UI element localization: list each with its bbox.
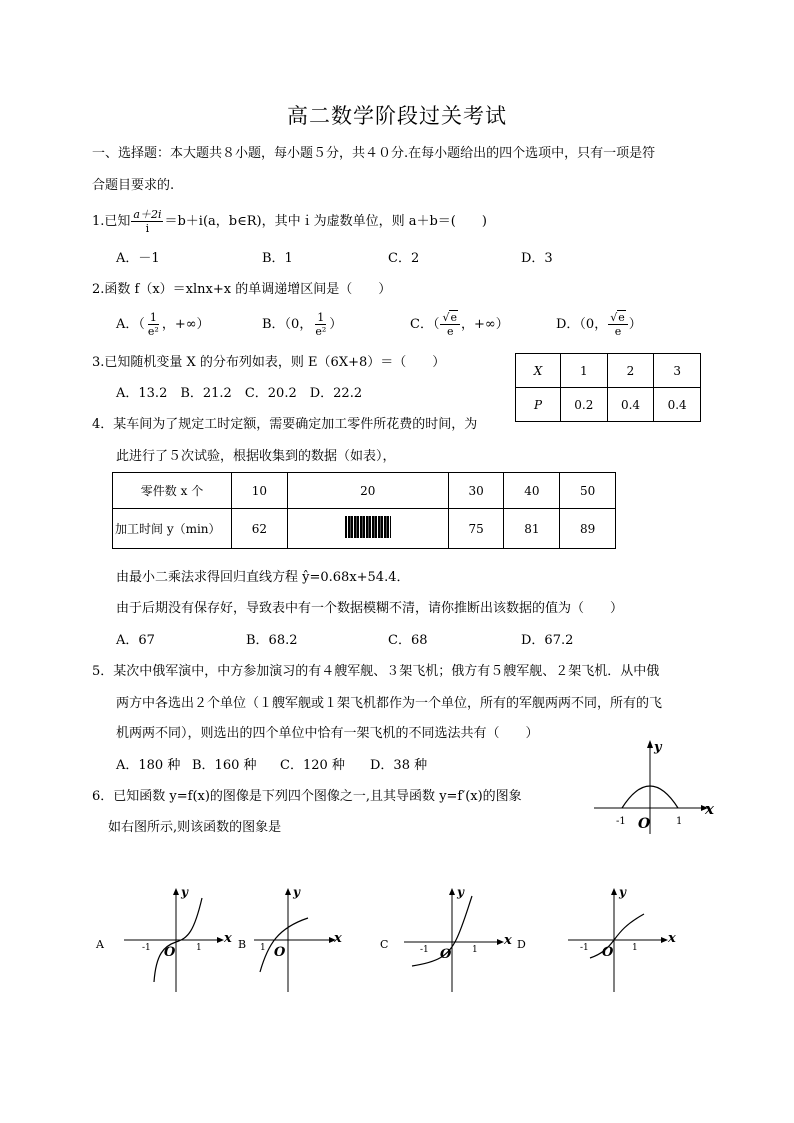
page-title: 高二数学阶段过关考试 [287, 104, 507, 128]
q2-option-b: B．（0， $\frac{1}{\text{e²}}$ ） [262, 311, 343, 338]
blurred-cell [287, 509, 448, 549]
q4-regression-line: 由最小二乘法求得回归直线方程 ŷ=0.68x+54.4． [116, 570, 410, 585]
svg-text:O: O [602, 945, 614, 960]
graph-label-c: C [380, 938, 389, 951]
graph-label-b: B [238, 938, 247, 951]
table-cell: 0.2 [561, 388, 608, 422]
svg-text:x: x [224, 931, 232, 946]
svg-text:-1: -1 [580, 943, 589, 953]
graph-label-a: A [96, 938, 104, 951]
smudged-value-image [345, 516, 391, 538]
table-cell: 20 [287, 473, 448, 509]
svg-text:1: 1 [472, 945, 478, 955]
x-axis-label: x [705, 800, 714, 818]
svg-text:x: x [334, 931, 342, 946]
q4-option-a: A．67 [116, 633, 155, 648]
q1-option-d: D．3 [521, 251, 553, 266]
tick-label: 1 [676, 816, 683, 827]
origin-label: O [638, 816, 651, 832]
option-d-graph [562, 884, 678, 996]
table-cell: 加工时间 y（min） [113, 509, 232, 549]
q1-option-b: B．1 [262, 251, 293, 266]
table-cell: 81 [504, 509, 560, 549]
table-cell: 62 [232, 509, 288, 549]
svg-text:y: y [181, 885, 188, 899]
svg-text:x: x [504, 933, 512, 948]
table-cell: 75 [448, 509, 504, 549]
option-a-graph [118, 884, 234, 996]
table-cell: 0.4 [607, 388, 654, 422]
table-cell: 89 [560, 509, 616, 549]
q5-option-a: A．180 种 [116, 758, 181, 773]
table-cell: 50 [560, 473, 616, 509]
svg-text:O: O [274, 945, 286, 960]
q5-option-b: B．160 种 [192, 758, 257, 773]
svg-text:y: y [293, 885, 300, 899]
derivative-graph [590, 736, 720, 836]
question-5-line1: 5．某次中俄军演中，中方参加演习的有４艘军舰、３架飞机；俄方有５艘军舰、２架飞机．从中俄 [92, 664, 660, 679]
svg-text:-1: -1 [142, 943, 151, 953]
table-cell: 1 [561, 354, 608, 388]
svg-text:1: 1 [260, 943, 266, 953]
table-cell: 40 [504, 473, 560, 509]
q4-option-d: D．67.2 [521, 633, 574, 648]
q2-option-d: D．（0， $\frac{√e}{e}$ ） [556, 311, 642, 338]
q4-option-c: C．68 [388, 633, 428, 648]
q3-distribution-table [515, 353, 701, 422]
q5-option-c: C．120 种 [280, 758, 345, 773]
table-cell: 2 [607, 354, 654, 388]
option-b-graph [248, 884, 348, 996]
svg-text:O: O [164, 945, 176, 960]
q1-option-c: C．2 [388, 251, 420, 266]
q2-option-a: A．（ $\frac{1}{\text{e²}}$ ，+∞） [116, 311, 210, 338]
y-axis-label: y [654, 740, 662, 755]
question-1-stem: 1.已知 $\frac{a+2i}{i}$ ＝b＋i(a，b∈R)，其中ｉ为虚数单位，则 a＋b＝( ) [92, 208, 487, 235]
graph-label-d: D [517, 938, 526, 951]
table-cell: 10 [232, 473, 288, 509]
svg-text:y: y [619, 885, 626, 899]
svg-text:y: y [457, 885, 464, 899]
table-cell: 3 [654, 354, 701, 388]
svg-text:1: 1 [632, 943, 638, 953]
question-5-line2: 两方中各选出２个单位（１艘军舰或１架飞机都作为一个单位，所有的军舰两两不同，所有的飞 [116, 696, 663, 711]
question-4-line3: 由于后期没有保存好，导致表中有一个数据模糊不清，请你推断出该数据的值为（ ） [116, 601, 624, 616]
q5-option-d: D．38 种 [370, 758, 428, 773]
table-cell: 30 [448, 473, 504, 509]
question-4-line1: 4．某车间为了规定工时定额，需要确定加工零件所花费的时间，为 [92, 417, 478, 432]
question-4-line2: 此进行了５次试验，根据收集到的数据（如表）， [116, 449, 396, 464]
q4-data-table [112, 472, 616, 549]
question-6-line2: 如右图所示,则该函数的图象是 [108, 820, 282, 835]
question-6-line1: 6．已知函数 y=f(x)的图像是下列四个图像之一,且其导函数 y=f′(x)的图象 [92, 789, 522, 804]
option-c-graph [398, 884, 514, 996]
q2-option-c: C．（ $\frac{√e}{e}$ ，+∞） [410, 311, 509, 338]
section-instructions-line1: 一、选择题：本大题共８小题，每小题５分，共４０分.在每小题给出的四个选项中，只有一项是符 [92, 146, 656, 161]
table-cell: 0.4 [654, 388, 701, 422]
section-instructions-line2: 合题目要求的. [92, 178, 175, 193]
svg-text:1: 1 [196, 943, 202, 953]
tick-label: -1 [616, 816, 626, 827]
q1-option-a: A．－1 [116, 251, 160, 266]
svg-text:-1: -1 [420, 945, 429, 955]
question-2-stem: 2.函数 f（x）＝xlnx+x 的单调递增区间是（ ） [92, 282, 392, 297]
question-3-stem: 3.已知随机变量 X 的分布列如表，则 E（6X+8）＝（ ） [92, 355, 446, 370]
svg-text:O: O [440, 947, 452, 962]
q4-option-b: B．68.2 [246, 633, 298, 648]
svg-text:x: x [668, 931, 676, 946]
q3-options: A．13.2 B．21.2 C．20.2 D．22.2 [116, 386, 363, 401]
table-cell: X [516, 354, 561, 388]
table-cell: 零件数 x 个 [113, 473, 232, 509]
question-5-line3: 机两两不同），则选出的四个单位中恰有一架飞机的不同选法共有（ ） [116, 726, 539, 741]
table-cell: P [516, 388, 561, 422]
q1-fraction: $\frac{a+2i}{i}$ [133, 208, 162, 235]
